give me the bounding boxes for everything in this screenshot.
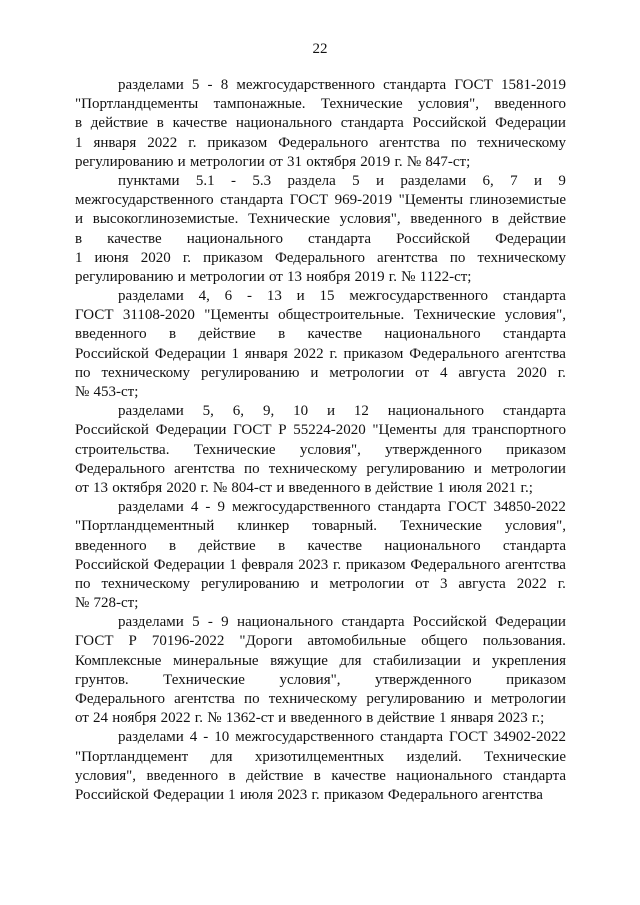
- text-line: регулированию и метрологии от 31 октября 2019 г. № 847-ст;: [75, 153, 471, 170]
- paragraph: [75, 498, 566, 613]
- text-line: введенного в действие в качестве национального стандарта: [75, 326, 566, 343]
- text-line: грунтов. Технические условия", утвержденного приказом: [75, 671, 566, 688]
- text-line: регулированию и метрологии от 13 ноября 2019 г. № 1122-ст;: [75, 268, 472, 285]
- text-line: пунктами 5.1 - 5.3 раздела 5 и разделами 6, 7 и 9: [118, 172, 566, 189]
- text-line: разделами 4 - 10 межгосударственного стандарта ГОСТ 34902-2022: [118, 729, 566, 746]
- text-line: Комплексные минеральные вяжущие для стабилизации и укрепления: [75, 652, 566, 669]
- text-line: "Портландцементы тампонажные. Технические условия", введенного: [75, 96, 566, 113]
- text-line: № 453-ст;: [75, 384, 139, 400]
- text-line: от 24 ноября 2022 г. № 1362-ст и введенного в действие 1 января 2023 г.;: [75, 710, 545, 727]
- text-line: Российской Федерации 1 января 2022 г. приказом Федерального агентства: [75, 345, 566, 362]
- text-line: от 13 октября 2020 г. № 804-ст и введенного в действие 1 июля 2021 г.;: [75, 479, 533, 496]
- text-line: и высокоглиноземистые. Технические условия", введенного в действие: [75, 211, 566, 228]
- text-line: Федерального агентства по техническому регулированию и метрологии: [75, 460, 566, 477]
- paragraph: [75, 287, 566, 402]
- text-line: разделами 4, 6 - 13 и 15 межгосударственного стандарта: [118, 288, 566, 305]
- text-line: в действие в качестве национального стандарта Российской Федерации: [75, 115, 566, 132]
- text-line: условия", введенного в действие в качестве национального стандарта: [75, 767, 566, 784]
- text-line: "Портландцементный клинкер товарный. Технические условия",: [75, 518, 566, 535]
- paragraph: [75, 728, 566, 805]
- paragraph: [75, 402, 566, 498]
- text-line: "Портландцемент для хризотилцементных изделий. Технические: [75, 748, 566, 765]
- text-line: разделами 5 - 8 межгосударственного стандарта ГОСТ 1581-2019: [118, 77, 566, 93]
- text-line: 1 июня 2020 г. приказом Федерального агентства по техническому: [75, 249, 566, 266]
- text-line: разделами 5 - 9 национального стандарта Российской Федерации: [118, 614, 566, 631]
- text-line: введенного в действие в качестве национального стандарта: [75, 537, 566, 554]
- text-line: межгосударственного стандарта ГОСТ 969-2019 "Цементы глиноземистые: [75, 192, 566, 209]
- paragraph: [75, 76, 566, 172]
- text-line: ГОСТ 31108-2020 "Цементы общестроительные. Технические условия",: [75, 307, 566, 324]
- text-line: Российской Федерации 1 февраля 2023 г. приказом Федерального агентства: [75, 556, 566, 573]
- document-body: [75, 76, 566, 805]
- text-line: Федерального агентства по техническому регулированию и метрологии: [75, 691, 566, 707]
- text-line: ГОСТ Р 70196-2022 "Дороги автомобильные общего пользования.: [75, 633, 566, 650]
- text-line: разделами 4 - 9 межгосударственного стандарта ГОСТ 34850-2022: [118, 499, 566, 516]
- text-line: 1 января 2022 г. приказом Федерального агентства по техническому: [75, 134, 566, 151]
- text-line: по техническому регулированию и метрологии от 3 августа 2022 г.: [75, 575, 566, 592]
- text-line: по техническому регулированию и метрологии от 4 августа 2020 г.: [75, 364, 566, 381]
- text-line: Российской Федерации ГОСТ Р 55224-2020 "Цементы для транспортного: [75, 422, 566, 439]
- text-line: строительства. Технические условия", утвержденного приказом: [75, 441, 566, 458]
- page-number: 22: [312, 41, 328, 57]
- paragraph: [75, 172, 566, 287]
- text-line: Российской Федерации 1 июля 2023 г. приказом Федерального агентства: [75, 786, 543, 803]
- text-line: № 728-ст;: [75, 595, 139, 612]
- paragraph: [75, 613, 566, 728]
- text-line: разделами 5, 6, 9, 10 и 12 национального стандарта: [118, 403, 566, 420]
- text-line: в качестве национального стандарта Российской Федерации: [75, 230, 566, 247]
